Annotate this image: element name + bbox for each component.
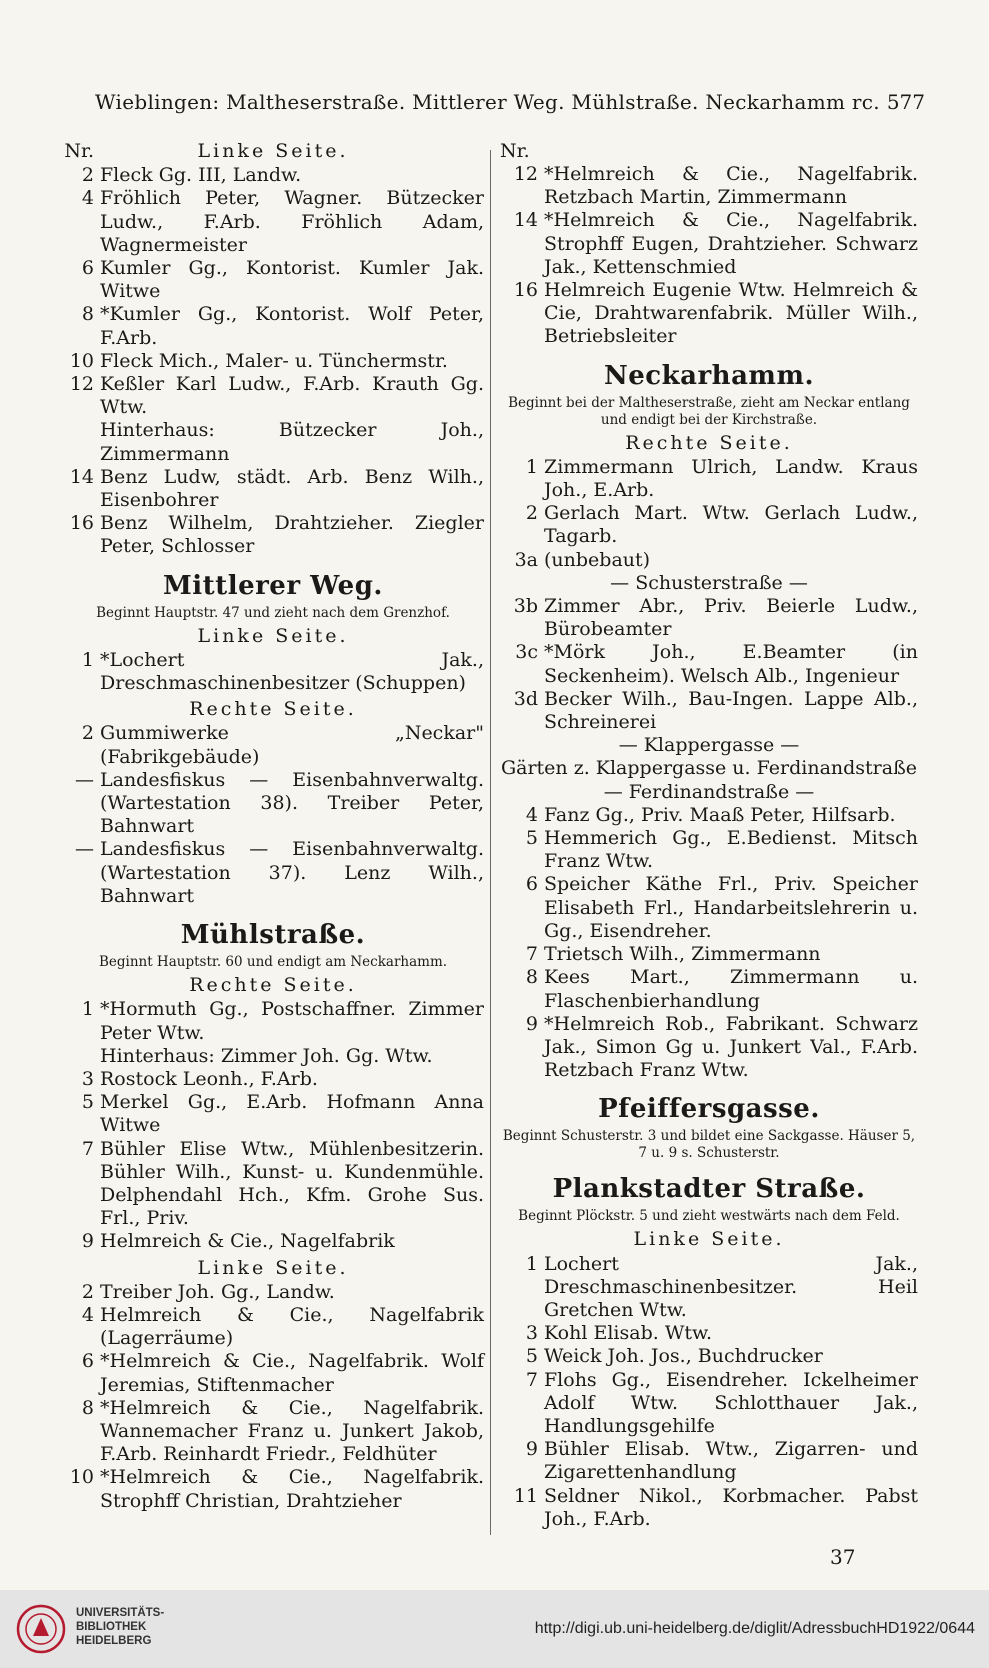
house-number: 10 xyxy=(69,1466,94,1489)
address-entry xyxy=(62,1091,484,1137)
resident-text: Hemmerich Gg., E.Bedienst. Mitsch Franz Wtw. xyxy=(544,827,918,873)
library-name xyxy=(76,1606,164,1648)
address-entry xyxy=(62,1304,484,1350)
resident-text: Helmreich Eugenie Wtw. Helmreich & Cie, Drahtwarenfabrik. Müller Wilh., Betriebsleiter xyxy=(544,279,918,348)
house-number: 3a xyxy=(514,548,538,571)
right-column xyxy=(500,140,918,1531)
house-number: 7 xyxy=(525,943,538,966)
left-column xyxy=(62,140,484,1513)
address-entry xyxy=(500,688,918,734)
side-heading: Linke Seite. xyxy=(197,1256,349,1279)
nr-text: Nr. xyxy=(500,140,530,162)
house-number: 8 xyxy=(81,1396,94,1419)
side-heading: Linke Seite. xyxy=(633,1228,785,1251)
street-heading: Pfeiffersgasse. xyxy=(598,1094,820,1125)
resident-text: *Lochert Jak., Dreschmaschinenbesitzer (Schuppen) xyxy=(100,648,484,695)
side-heading: Rechte Seite. xyxy=(189,698,357,721)
entry-list xyxy=(500,163,918,349)
resident-text: Fröhlich Peter, Wagner. Bützecker Ludw., F.Arb. Fröhlich Adam, Wagnermeister xyxy=(100,187,484,256)
header-title: Wieblingen: Maltheserstraße. Mittlerer Weg. Mühlstraße. Neckarhamm rc. xyxy=(95,90,880,114)
entry-list xyxy=(62,649,484,695)
street-heading: Neckarhamm. xyxy=(603,360,815,391)
address-entry xyxy=(62,187,484,257)
house-number: 6 xyxy=(525,873,538,896)
resident-text: *Mörk Joh., E.Beamter (in Seckenheim). Welsch Alb., Ingenieur xyxy=(544,641,918,687)
address-entry xyxy=(62,1350,484,1396)
entry-list xyxy=(500,1253,918,1531)
cross-street: — Schusterstraße — xyxy=(610,571,808,594)
address-entry xyxy=(500,1369,918,1439)
side-heading: Linke Seite. xyxy=(197,140,349,162)
house-number: 3 xyxy=(525,1322,538,1345)
cross-street: — Ferdinandstraße — xyxy=(603,780,815,803)
address-entry xyxy=(500,966,918,1012)
resident-text: Bühler Elisab. Wtw., Zigarren- und Zigarettenhandlung xyxy=(544,1438,918,1484)
address-entry xyxy=(62,512,484,558)
page-number: 577 xyxy=(886,90,925,114)
resident-text: Keßler Karl Ludw., F.Arb. Krauth Gg. Wtw. xyxy=(100,373,484,419)
resident-text: Zimmermann Ulrich, Landw. Kraus Joh., E.Arb. xyxy=(544,455,918,502)
resident-text: Treiber Joh. Gg., Landw. xyxy=(100,1280,335,1303)
resident-text: Becker Wilh., Bau-Ingen. Lappe Alb., Schreinerei xyxy=(544,687,918,734)
side-heading: Rechte Seite. xyxy=(625,431,793,454)
house-number: 4 xyxy=(81,187,94,210)
house-number: 12 xyxy=(513,163,538,185)
address-entry xyxy=(62,722,484,768)
resident-text: Helmreich & Cie., Nagelfabrik xyxy=(100,1230,395,1253)
house-number: 16 xyxy=(513,279,538,302)
cross-street: — Klappergasse — xyxy=(618,734,800,757)
resident-text: Kumler Gg., Kontorist. Kumler Jak. Witwe xyxy=(100,257,484,303)
house-number: 8 xyxy=(525,966,538,989)
library-line: BIBLIOTHEK xyxy=(76,1621,147,1633)
address-entry xyxy=(500,1322,918,1345)
address-entry xyxy=(500,1345,918,1368)
resident-text: Landesfiskus — Eisenbahnverwaltg. (Wartestation 38). Treiber Peter, Bahnwart xyxy=(100,768,484,838)
house-number: 7 xyxy=(525,1368,538,1391)
house-number: 5 xyxy=(525,1345,538,1368)
resident-text: Seldner Nikol., Korbmacher. Pabst Joh., F.Arb. xyxy=(544,1484,918,1530)
street-note: Beginnt bei der Maltheserstraße, zieht am Neckar entlang und endigt bei der Kirchstraße. xyxy=(508,394,910,428)
house-number: 2 xyxy=(81,1280,94,1303)
address-entry xyxy=(500,279,918,349)
house-number: 14 xyxy=(513,209,538,232)
street-heading: Plankstadter Straße. xyxy=(552,1174,866,1205)
side-heading: Rechte Seite. xyxy=(189,974,357,997)
address-entry xyxy=(62,164,484,187)
house-number: 1 xyxy=(81,648,94,671)
resident-text: Weick Joh. Jos., Buchdrucker xyxy=(544,1345,823,1368)
street-note: Beginnt Hauptstr. 60 und endigt am Neckarhamm. xyxy=(98,954,448,971)
address-entry xyxy=(62,419,484,465)
house-number: 4 xyxy=(81,1303,94,1326)
address-entry xyxy=(500,209,918,279)
house-number: 5 xyxy=(525,827,538,850)
address-entry xyxy=(62,649,484,695)
address-entry xyxy=(500,163,918,209)
resident-text: Flohs Gg., Eisendreher. Ickelheimer Adolf Wtw. Schlotthauer Jak., Handlungsgehilfe xyxy=(544,1368,918,1437)
nr-text: Nr. xyxy=(64,140,94,162)
street-note: Beginnt Plöckstr. 5 und zieht westwärts nach dem Feld. xyxy=(518,1208,900,1225)
resident-text: *Helmreich & Cie., Nagelfabrik. Retzbach Martin, Zimmermann xyxy=(544,163,918,209)
address-entry xyxy=(500,804,918,827)
house-number: 3 xyxy=(81,1067,94,1090)
resident-text: Merkel Gg., E.Arb. Hofmann Anna Witwe xyxy=(100,1091,484,1137)
house-number: 1 xyxy=(525,455,538,478)
street-heading: Mühlstraße. xyxy=(180,920,366,951)
library-line: HEIDELBERG xyxy=(76,1635,152,1647)
street-heading: Mittlerer Weg. xyxy=(163,570,383,601)
column-divider xyxy=(490,150,491,1535)
page-header xyxy=(95,90,925,120)
house-number: 2 xyxy=(81,164,94,187)
address-entry xyxy=(62,350,484,373)
address-entry xyxy=(500,827,918,873)
house-number: 3c xyxy=(515,641,538,664)
house-number: — xyxy=(75,838,94,861)
signature-number: 37 xyxy=(830,1545,856,1569)
entry-list xyxy=(62,1281,484,1513)
address-entry xyxy=(500,502,918,548)
house-number xyxy=(62,1045,100,1068)
entry-list xyxy=(62,164,484,558)
resident-text: *Helmreich Rob., Fabrikant. Schwarz Jak., Simon Gg u. Junkert Val., F.Arb. Retzbach Franz Wtw. xyxy=(544,1012,918,1082)
house-number: 9 xyxy=(81,1230,94,1253)
house-number: 1 xyxy=(81,998,94,1021)
house-number: 2 xyxy=(525,502,538,525)
address-entry xyxy=(62,1138,484,1231)
resident-text: Speicher Käthe Frl., Priv. Speicher Elisabeth Frl., Handarbeitslehrerin u. Gg., Eisendreher. xyxy=(544,873,918,942)
entry-list xyxy=(500,804,918,1082)
resident-text: Landesfiskus — Eisenbahnverwaltg. (Wartestation 37). Lenz Wilh., Bahnwart xyxy=(100,838,484,907)
house-number: 7 xyxy=(81,1137,94,1160)
house-number: 6 xyxy=(81,1350,94,1373)
entry-list xyxy=(500,456,918,572)
address-entry xyxy=(62,466,484,512)
nr-label xyxy=(500,140,918,163)
university-seal-icon xyxy=(16,1604,66,1654)
resident-text: Gummiwerke „Neckar" (Fabrikgebäude) xyxy=(100,722,484,768)
viewer-footer xyxy=(0,1590,989,1668)
resident-text: *Helmreich & Cie., Nagelfabrik. Strophff Christian, Drahtzieher xyxy=(100,1466,484,1512)
address-entry xyxy=(62,1230,484,1253)
house-number: 3d xyxy=(513,687,538,710)
house-number xyxy=(62,419,100,465)
address-entry xyxy=(62,1466,484,1512)
resident-text: Trietsch Wilh., Zimmermann xyxy=(544,943,821,966)
resident-text: *Kumler Gg., Kontorist. Wolf Peter, F.Arb. xyxy=(100,303,484,349)
address-entry xyxy=(62,373,484,419)
resident-text: Benz Ludw, städt. Arb. Benz Wilh., Eisenbohrer xyxy=(100,465,484,512)
source-url-link[interactable]: http://digi.ub.uni-heidelberg.de/diglit/AdressbuchHD1922/0644 xyxy=(534,1620,975,1637)
address-entry xyxy=(62,998,484,1044)
entry-list xyxy=(500,595,918,734)
address-entry xyxy=(500,549,918,572)
house-number: 9 xyxy=(525,1438,538,1461)
address-entry xyxy=(500,595,918,641)
house-number: 10 xyxy=(69,349,94,372)
address-entry xyxy=(500,943,918,966)
house-number: 16 xyxy=(69,512,94,535)
address-entry xyxy=(500,456,918,502)
resident-text: Fleck Gg. III, Landw. xyxy=(100,164,302,187)
entry-list xyxy=(62,722,484,908)
address-entry xyxy=(62,769,484,839)
resident-text: Lochert Jak., Dreschmaschinenbesitzer. Heil Gretchen Wtw. xyxy=(544,1252,918,1321)
address-entry xyxy=(62,257,484,303)
resident-text: Kees Mart., Zimmermann u. Flaschenbierhandlung xyxy=(544,966,918,1012)
resident-text: Hinterhaus: Zimmer Joh. Gg. Wtw. xyxy=(100,1044,433,1067)
house-number: 2 xyxy=(81,722,94,745)
resident-text: Zimmer Abr., Priv. Beierle Ludw., Bürobeamter xyxy=(544,595,918,641)
house-number: 9 xyxy=(525,1012,538,1035)
gardens-line: Gärten z. Klappergasse u. Ferdinandstraße xyxy=(500,757,918,780)
address-entry xyxy=(62,1045,484,1068)
address-entry xyxy=(500,1485,918,1531)
address-entry xyxy=(62,1281,484,1304)
resident-text: Helmreich & Cie., Nagelfabrik (Lagerräume) xyxy=(100,1303,484,1350)
entry-list xyxy=(62,998,484,1253)
house-number: 6 xyxy=(81,257,94,280)
street-note: Beginnt Hauptstr. 47 und zieht nach dem Grenzhof. xyxy=(96,604,450,621)
house-number: — xyxy=(75,768,94,791)
resident-text: *Helmreich & Cie., Nagelfabrik. Wolf Jeremias, Stiftenmacher xyxy=(100,1350,484,1396)
address-entry xyxy=(500,1013,918,1083)
resident-text: Gerlach Mart. Wtw. Gerlach Ludw., Tagarb. xyxy=(544,502,918,548)
library-line: UNIVERSITÄTS- xyxy=(76,1607,165,1619)
street-note: Beginnt Schusterstr. 3 und bildet eine Sackgasse. Häuser 5, 7 u. 9 s. Schusterstr. xyxy=(502,1128,916,1162)
address-entry xyxy=(62,838,484,908)
address-entry xyxy=(62,1068,484,1091)
house-number: 12 xyxy=(69,373,94,396)
house-number: 11 xyxy=(513,1484,538,1507)
house-number: 3b xyxy=(513,595,538,618)
resident-text: (unbebaut) xyxy=(544,548,651,571)
house-number: 14 xyxy=(69,465,94,488)
side-heading: Linke Seite. xyxy=(197,624,349,647)
address-entry xyxy=(62,303,484,349)
resident-text: *Helmreich & Cie., Nagelfabrik. Strophff Eugen, Drahtzieher. Schwarz Jak., Kettenschmied xyxy=(544,209,918,278)
address-entry xyxy=(500,1253,918,1323)
address-entry xyxy=(62,1397,484,1467)
house-number: 4 xyxy=(525,803,538,826)
resident-text: *Helmreich & Cie., Nagelfabrik. Wannemacher Franz u. Junkert Jakob, F.Arb. Reinhardt Friedr., Feldhüter xyxy=(100,1396,484,1466)
resident-text: Bühler Elise Wtw., Mühlenbesitzerin. Bühler Wilh., Kunst- u. Kundenmühle. Delphendahl Hch., Kfm. Grohe Sus. Frl., Priv. xyxy=(100,1137,484,1230)
house-number: 8 xyxy=(81,303,94,326)
house-number: 5 xyxy=(81,1091,94,1114)
resident-text: Fanz Gg., Priv. Maaß Peter, Hilfsarb. xyxy=(544,803,896,826)
resident-text: Hinterhaus: Bützecker Joh., Zimmermann xyxy=(100,419,484,465)
resident-text: *Hormuth Gg., Postschaffner. Zimmer Peter Wtw. xyxy=(100,998,484,1044)
house-number: 1 xyxy=(525,1252,538,1275)
address-entry xyxy=(500,873,918,943)
resident-text: Rostock Leonh., F.Arb. xyxy=(100,1067,318,1090)
resident-text: Kohl Elisab. Wtw. xyxy=(544,1322,713,1345)
address-entry xyxy=(500,1438,918,1484)
resident-text: Fleck Mich., Maler- u. Tünchermstr. xyxy=(100,349,448,372)
resident-text: Benz Wilhelm, Drahtzieher. Ziegler Peter, Schlosser xyxy=(100,512,484,558)
address-entry xyxy=(500,641,918,687)
